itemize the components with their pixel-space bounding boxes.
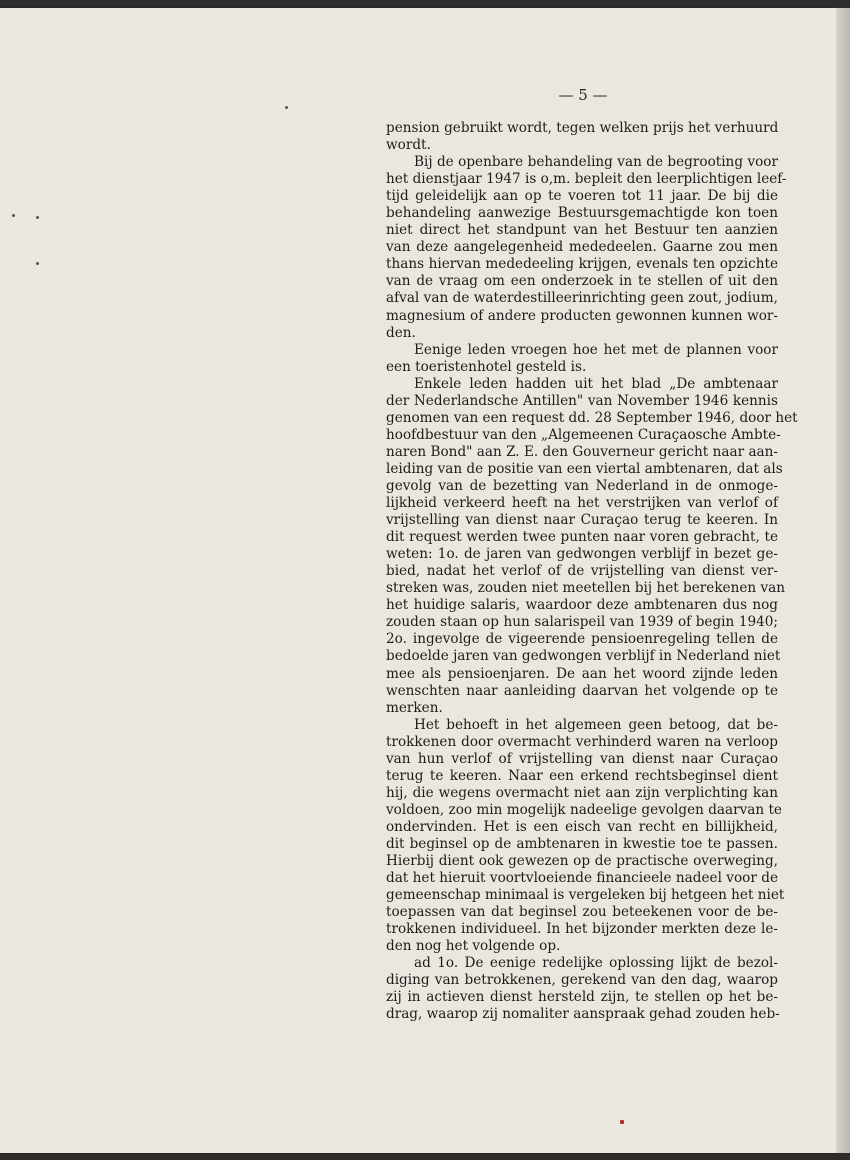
text-line: vrijstelling van dienst naar Curaçao terug te keeren. In — [386, 512, 778, 529]
text-line: zij in actieven dienst hersteld zijn, te stellen op het be- — [386, 989, 778, 1006]
text-line: trokkenen individueel. In het bijzonder merkten deze le- — [386, 921, 778, 938]
paragraph — [386, 342, 778, 376]
paragraph — [386, 154, 787, 342]
text-line: bied, nadat het verlof of de vrijstelling van dienst ver- — [386, 563, 778, 580]
text-line: het huidige salaris, waardoor deze ambtenaren dus nog — [386, 597, 778, 614]
text-line: zouden staan op hun salarispeil van 1939 of begin 1940; — [386, 614, 778, 631]
text-line: Het behoeft in het algemeen geen betoog, dat be- — [414, 716, 778, 733]
text-line: naren Bond" aan Z. E. den Gouverneur gericht naar aan- — [386, 443, 778, 460]
text-line: voldoen, zoo min mogelijk nadeelige gevolgen daarvan te — [386, 801, 782, 818]
text-line: merken. — [386, 699, 443, 716]
text-line: Hierbij dient ook gewezen op de practische overweging, — [386, 853, 778, 870]
text-line: drag, waarop zij nomaliter aanspraak gehad zouden heb- — [386, 1006, 780, 1023]
text-line: van deze aangelegenheid mededeelen. Gaarne zou men — [386, 239, 778, 256]
page-number: — 5 — — [558, 86, 608, 104]
text-line: hij, die wegens overmacht niet aan zijn verplichting kan — [386, 784, 778, 801]
paragraph — [386, 955, 778, 1023]
text-line: lijkheid verkeerd heeft na het verstrijken van verlof of — [386, 495, 778, 512]
text-line: wordt. — [386, 137, 431, 154]
text-line: weten: 1o. de jaren van gedwongen verblijf in bezet ge- — [386, 546, 778, 563]
text-line: trokkenen door overmacht verhinderd waren na verloop — [386, 733, 778, 750]
text-line: der Nederlandsche Antillen" van November 1946 kennis — [386, 392, 778, 409]
text-line: behandeling aanwezige Bestuursgemachtigde kon toen — [386, 205, 778, 222]
text-line: het dienstjaar 1947 is o,m. bepleit den leerplichtigen leef- — [386, 171, 787, 188]
text-line: niet direct het standpunt van het Bestuur ten aanzien — [386, 222, 778, 239]
text-line: diging van betrokkenen, gerekend van den dag, waarop — [386, 972, 778, 989]
text-line: den nog het volgende op. — [386, 938, 561, 955]
text-line: streken was, zouden niet meetellen bij het berekenen van — [386, 580, 786, 597]
text-line: een toeristenhotel gesteld is. — [386, 358, 587, 375]
page-edge — [836, 8, 850, 1153]
text-line: pension gebruikt wordt, tegen welken prijs het verhuurd — [386, 120, 779, 136]
text-line: Eenige leden vroegen hoe het met de plannen voor — [414, 341, 778, 358]
text-line: dit request werden twee punten naar voren gebracht, te — [386, 529, 778, 546]
speck — [12, 214, 15, 217]
text-line: thans hiervan mededeeling krijgen, evenals ten opzichte — [386, 256, 778, 273]
text-line: genomen van een request dd. 28 September 1946, door het — [386, 409, 798, 426]
text-line: hoofdbestuur van den „Algemeenen Curaçaosche Ambte- — [386, 426, 781, 443]
red-mark — [620, 1120, 624, 1124]
paragraph — [386, 716, 785, 956]
text-line: terug te keeren. Naar een erkend rechtsbeginsel dient — [386, 767, 778, 784]
speck — [36, 216, 39, 219]
speck — [36, 262, 39, 265]
text-line: van de vraag om een onderzoek in te stellen of uit den — [386, 273, 778, 290]
text-line: gevolg van de bezetting van Nederland in de onmoge- — [386, 477, 778, 494]
speck — [285, 106, 288, 109]
text-line: 2o. ingevolge de vigeerende pensioenregeling tellen de — [386, 631, 778, 648]
text-line: mee als pensioenjaren. De aan het woord zijnde leden — [386, 665, 778, 682]
paragraph — [386, 120, 778, 154]
body-text — [386, 120, 798, 1023]
paragraph — [386, 375, 798, 717]
text-line: van hun verlof of vrijstelling van dienst naar Curaçao — [386, 750, 778, 767]
text-line: ondervinden. Het is een eisch van recht en billijkheid, — [386, 818, 778, 835]
text-line: afval van de waterdestilleerinrichting geen zout, jodium, — [386, 290, 778, 307]
text-line: dit beginsel op de ambtenaren in kwestie toe te passen. — [386, 835, 778, 852]
text-line: ad 1o. De eenige redelijke oplossing lijkt de bezol- — [414, 955, 778, 972]
text-line: tijd geleidelijk aan op te voeren tot 11 jaar. De bij die — [386, 188, 778, 205]
text-line: wenschten naar aanleiding daarvan het volgende op te — [386, 682, 778, 699]
text-line: Enkele leden hadden uit het blad „De ambtenaar — [414, 375, 778, 392]
text-line: Bij de openbare behandeling van de begrooting voor — [414, 154, 778, 171]
text-line: magnesium of andere producten gewonnen kunnen wor- — [386, 307, 778, 324]
text-line: den. — [386, 324, 416, 341]
text-line: gemeenschap minimaal is vergeleken bij hetgeen het niet — [386, 887, 785, 904]
text-line: toepassen van dat beginsel zou beteekenen voor de be- — [386, 904, 778, 921]
text-line: bedoelde jaren van gedwongen verblijf in Nederland niet — [386, 648, 781, 665]
text-line: dat het hieruit voortvloeiende financieele nadeel voor de — [386, 870, 778, 887]
text-line: leiding van de positie van een viertal ambtenaren, dat als — [386, 460, 783, 477]
